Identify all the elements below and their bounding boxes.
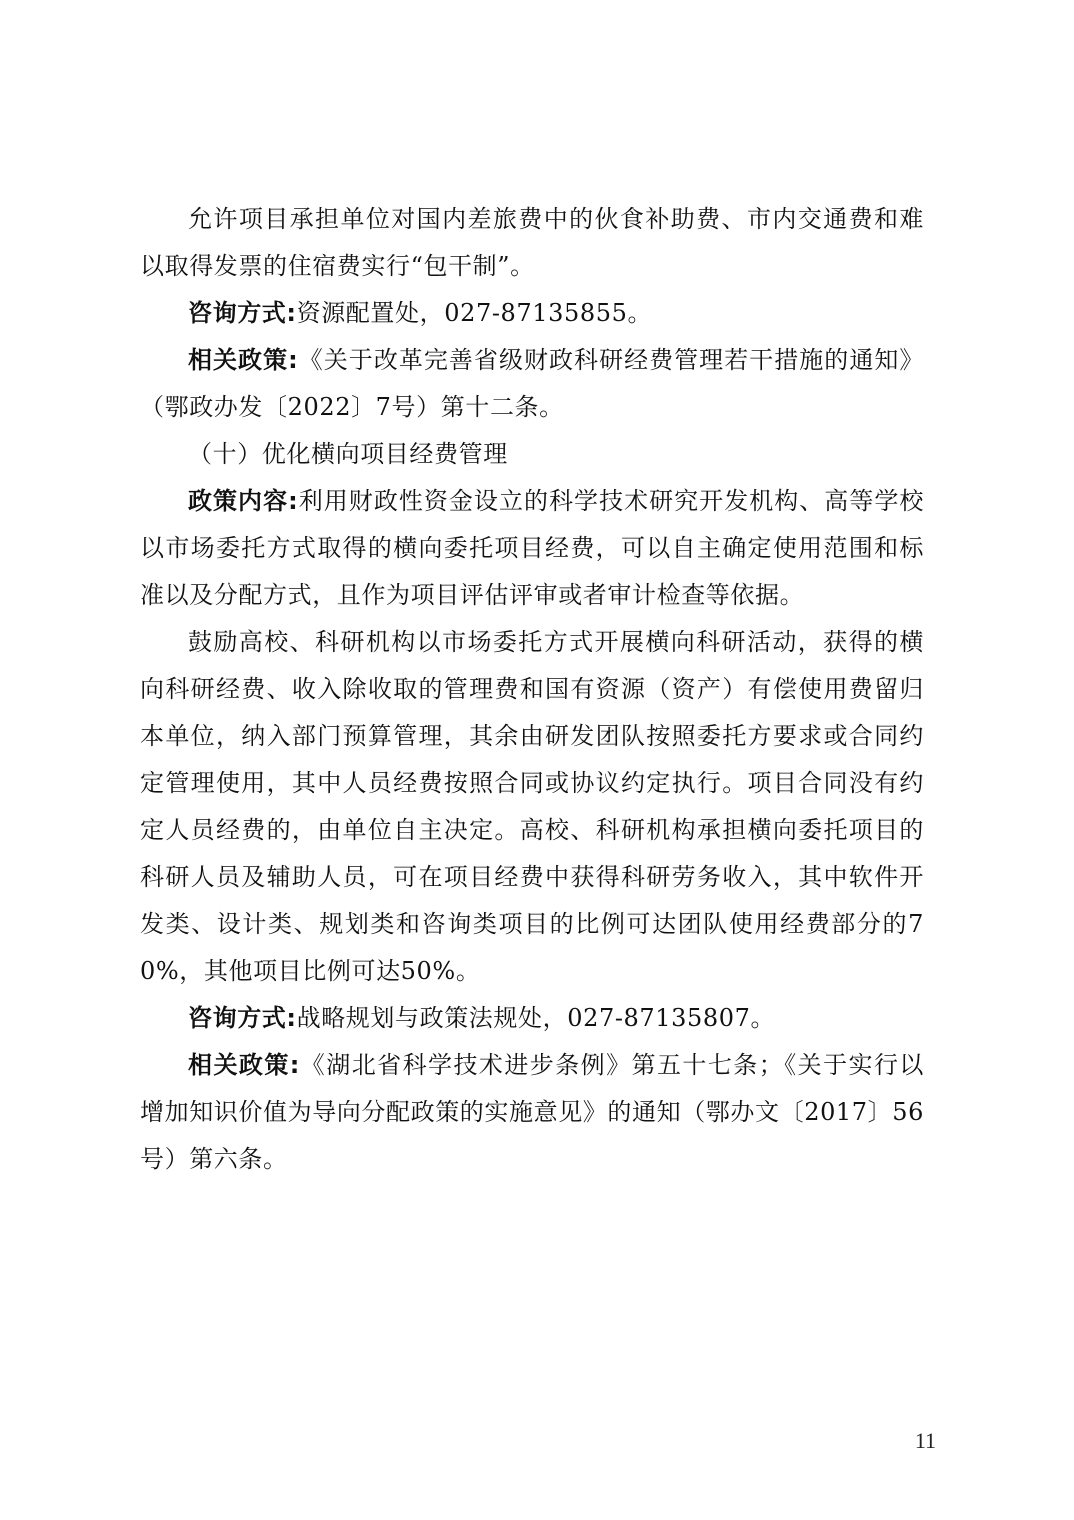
- policy-text: 《关于改革完善省级财政科研经费管理若干措施的通知》（鄂政办发〔2022〕7号）第十二条。: [140, 346, 924, 421]
- paragraph-baogan: 允许项目承担单位对国内差旅费中的伙食补助费、市内交通费和难以取得发票的住宿费实行“包干制”。: [140, 205, 924, 280]
- paragraph-policy-content: [140, 478, 924, 619]
- contact-text: 资源配置处，027-87135855。: [296, 299, 653, 327]
- section-heading-10: （十）优化横向项目经费管理: [188, 440, 508, 468]
- policy-text: 《湖北省科学技术进步条例》第五十七条；《关于实行以增加知识价值为导向分配政策的实施意见》的通知（鄂办文〔2017〕56号）第六条。: [140, 1051, 925, 1173]
- contact-label: 咨询方式:: [188, 1004, 297, 1032]
- paragraph-encourage: 鼓励高校、科研机构以市场委托方式开展横向科研活动，获得的横向科研经费、收入除收取的管理费和国有资源（资产）有偿使用费留归本单位，纳入部门预算管理，其余由研发团队按照委托方要求或合同约定管理使用，其中人员经费按照合同或协议约定执行。项目合同没有约定人员经费的，由单位自主决定。高校、科研机构承担横向委托项目的科研人员及辅助人员，可在项目经费中获得科研劳务收入，其中软件开发类、设计类、规划类和咨询类项目的比例可达团队使用经费部分的70%，其他项目比例可达50%。: [140, 628, 924, 985]
- paragraph-policy-2: [140, 1042, 924, 1183]
- paragraph-policy-1: [140, 337, 924, 431]
- paragraph-contact-2: [140, 995, 924, 1042]
- policy-label: 相关政策:: [188, 346, 299, 374]
- contact-label: 咨询方式:: [188, 299, 297, 327]
- document-body: [140, 196, 924, 1183]
- policy-content-label: 政策内容:: [188, 487, 299, 515]
- policy-content-text: 利用财政性资金设立的科学技术研究开发机构、高等学校以市场委托方式取得的横向委托项目经费，可以自主确定使用范围和标准以及分配方式，且作为项目评估评审或者审计检查等依据。: [140, 487, 924, 609]
- paragraph-contact-1: [140, 290, 924, 337]
- page-number: 11: [914, 1428, 936, 1453]
- policy-label: 相关政策:: [188, 1051, 300, 1079]
- contact-text: 战略规划与政策法规处，027-87135807。: [296, 1004, 776, 1032]
